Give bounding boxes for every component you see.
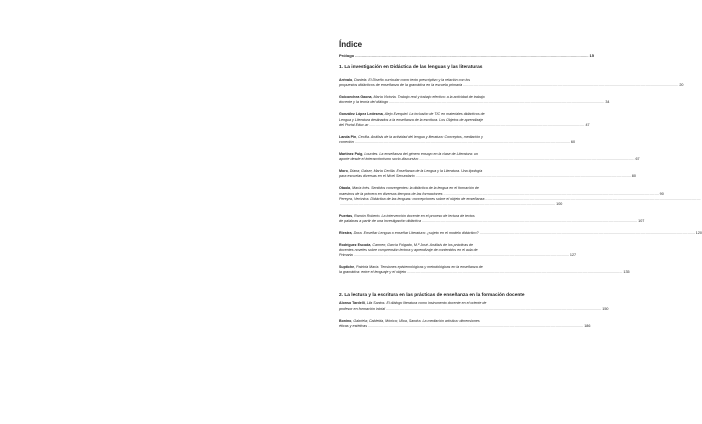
toc-entry-author: Alonso Tardelli — [339, 301, 365, 306]
toc-page-number: 107 — [638, 218, 645, 223]
toc-entry[interactable] — [339, 169, 636, 179]
toc-line — [339, 174, 636, 179]
toc-page-number: 80 — [631, 174, 636, 179]
leader-dots — [463, 83, 678, 88]
toc-entry-title: , Carmen; García Folgado, M.ª José. Análisis de los prácticas de — [370, 242, 474, 247]
toc-page-number: 186 — [584, 323, 591, 328]
toc-line-text: propuestos didácticos de enseñanza de la gramática en la escuela primaria — [339, 83, 463, 88]
section-1-title: 1. La investigación en Didáctica de las lenguas y las literaturas — [339, 65, 483, 70]
toc-entry-middle-line: Lengua y Literatura destinados a la enseñanza de la escritura. Los Objetos de aprendizaje — [339, 117, 484, 122]
toc-line-text: del Portal Educ.ar — [339, 122, 369, 127]
toc-entry-author: Puertas — [339, 213, 353, 218]
leader-dots — [368, 324, 583, 329]
toc-entry[interactable] — [339, 301, 609, 311]
toc-entry-title: , María Inés. Sentidos convergentes: la didáctica de la lengua en el formación de — [350, 186, 479, 191]
toc-line-text: Primaria — [339, 253, 353, 258]
leader-dots — [422, 219, 637, 224]
toc-line — [339, 306, 609, 312]
toc-entry[interactable] — [339, 265, 630, 275]
toc-entry[interactable] — [339, 112, 590, 127]
toc-entry-title: , Alejo Ezequiel. La inclusión de TIC en materiales didácticos de — [382, 112, 485, 117]
leader-dots — [369, 123, 584, 128]
toc-entry[interactable] — [339, 318, 591, 329]
leader-dots — [386, 307, 601, 312]
toc-entry-title: , Dora. Enseñar Lengua o enseñar Literatura: ¿sujeto en el modelo didáctico? — [351, 230, 479, 235]
toc-line — [339, 253, 577, 258]
toc-prologo-label: Prólogo — [339, 53, 355, 58]
toc-entry-author: Suptiche — [339, 265, 355, 270]
toc-line — [339, 100, 610, 105]
toc-line — [339, 230, 702, 236]
toc-entry-author: Arévalo — [339, 78, 353, 82]
toc-entry-title: , María Victoria. Trabajo real y trabajo efectivo: a la actividad de trabajo — [371, 95, 485, 100]
toc-page-number: 15 — [589, 53, 594, 58]
toc-entry-title: , Ramón Roberto. La intervención docente en el proceso de lectura de textos — [352, 213, 475, 218]
toc-entry-title: , Lila Santos. El diálogo literatura como instrumento docente en el oriente de — [364, 301, 487, 306]
toc-entry[interactable] — [339, 242, 577, 258]
toc-entry[interactable] — [339, 230, 702, 236]
toc-entry-author: Landa Pin — [339, 134, 357, 139]
toc-line — [339, 201, 563, 207]
toc-entry-title: , Gabriela; Caldeida, Mónica; Ulloa, Sandra. La mediación artística: dimensiones — [351, 318, 480, 323]
toc-entry-author: Martínez Puig — [339, 152, 363, 157]
toc-line-text: conexión — [339, 140, 354, 145]
toc-line-text: aporte desde el interaccionismo socio-discursivo — [339, 157, 419, 162]
toc-entry[interactable] — [339, 213, 645, 224]
toc-entry-title: , Cecilia. Análisis de la actividad del lengua y literatura: Conceptos, mediación y — [356, 134, 483, 139]
toc-line-text: éticas y estéticas — [339, 323, 368, 328]
toc-entry-author: Riestra — [339, 230, 352, 235]
toc-line — [339, 157, 640, 162]
toc-page-number: 34 — [605, 100, 610, 105]
toc-entry-author: Goicoechea Gaona — [339, 95, 372, 100]
toc-entry[interactable] — [339, 152, 640, 162]
toc-entry[interactable] — [339, 134, 576, 145]
toc-page-number: 20 — [679, 83, 684, 88]
toc-entry-title: , Diana; Gaiser, María Cecilia. Enseñanza de la Lengua y la Literatura. Una tipología — [347, 169, 483, 174]
toc-entry-author: González López Ledesma — [339, 112, 383, 117]
toc-line — [339, 122, 590, 128]
toc-entry-author: Bonino — [339, 318, 352, 323]
toc-line — [339, 218, 645, 224]
section-2 — [339, 293, 609, 328]
toc-entry-author: Rodríguez Escoda — [339, 242, 371, 247]
toc-page-number: 60 — [570, 140, 576, 145]
toc-line — [339, 83, 684, 88]
toc-page-number: 90 — [659, 191, 664, 196]
toc-line-text — [339, 231, 479, 236]
toc-line-text: para escuelas diversas en el Nivel Secundario — [339, 174, 415, 179]
leader-dots — [355, 53, 588, 58]
toc-page-number: 135 — [623, 270, 630, 275]
index-title: Índice — [339, 40, 363, 49]
leader-dots — [340, 202, 555, 207]
toc-line-text: profesor en formación inicial — [339, 306, 386, 311]
toc-line — [339, 140, 576, 145]
toc-entry[interactable] — [339, 186, 664, 206]
toc-line — [339, 323, 591, 329]
toc-line-text: la gramática: entre el lenguaje y el objeto — [339, 270, 407, 275]
index-page — [339, 40, 702, 336]
toc-entry-title: , Lourdes. La enseñanza del género ensayo en la clase de Literatura: un — [362, 152, 478, 157]
toc-line-text: de palabras a partir de una investigación didáctica — [339, 218, 421, 223]
toc-line-text: Pereyra, Verónica. Didáctica de las lenguas: concepciones sobre el objeto de enseñanza — [339, 196, 485, 201]
toc-prologo[interactable] — [339, 53, 594, 58]
toc-page-number: 127 — [569, 253, 577, 258]
toc-entry-middle-line: docentes noveles sobre comprensión lectora y aprendizaje de contenidos en el aula de — [339, 248, 478, 253]
toc-page-number: 120 — [695, 230, 702, 235]
leader-dots — [354, 253, 569, 258]
toc-line-text: maestros de la primera en diversos tiempos de las formaciones — [339, 191, 443, 196]
leader-dots — [389, 100, 604, 105]
toc-page-number: 100 — [556, 201, 563, 206]
section-2-entries — [339, 301, 609, 328]
section-1-entries — [339, 78, 702, 275]
toc-line-text: docente y la teoría del diálogo — [339, 100, 389, 105]
leader-dots — [480, 231, 695, 236]
toc-line — [339, 270, 630, 275]
toc-entry[interactable] — [339, 95, 610, 105]
leader-dots — [416, 174, 631, 179]
leader-dots — [419, 157, 634, 162]
leader-dots — [407, 270, 622, 275]
toc-entry-title: , Patricia María. Tensiones epistemológicas y metodológicas en la enseñanza de — [354, 265, 483, 270]
toc-page-number: 47 — [585, 122, 590, 127]
toc-entry[interactable] — [339, 78, 684, 88]
toc-entry-author: Moro — [339, 169, 348, 174]
toc-page-number: 67 — [635, 157, 640, 162]
section-2-title: 2. La lectura y la escritura en las prácticas de enseñanza en la formación docente — [339, 293, 525, 299]
leader-dots — [355, 140, 570, 145]
toc-entry-title: , Daniela. El Diseño curricular como texto prescriptivo y la relación con los — [352, 78, 471, 82]
toc-entry-author: Otaola — [339, 186, 351, 191]
toc-page-number: 150 — [602, 306, 609, 311]
